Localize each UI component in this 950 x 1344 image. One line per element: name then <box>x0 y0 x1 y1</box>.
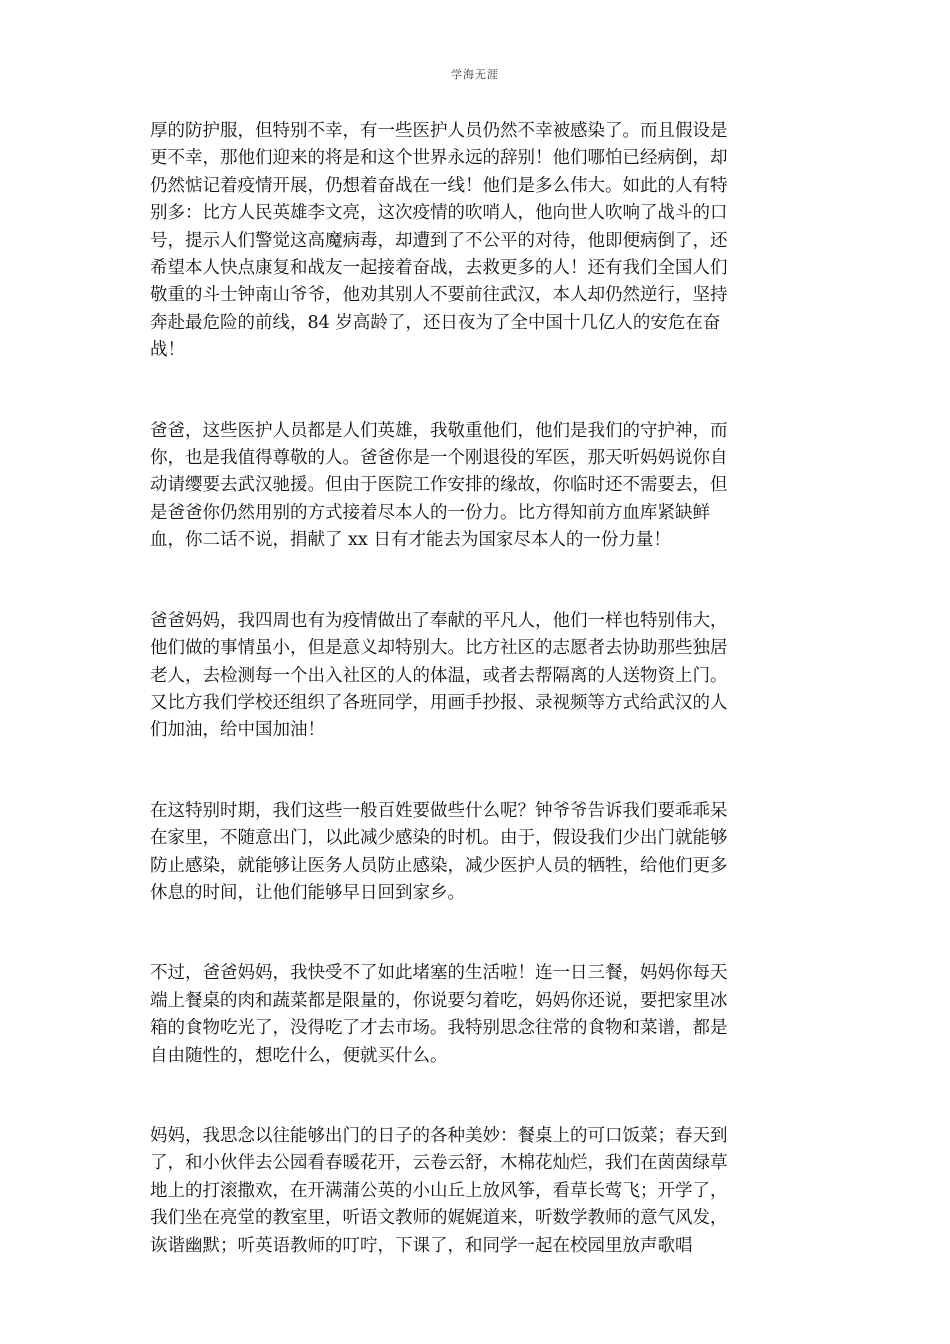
text-line: 在家里，不随意出门，以此减少感染的时机。由于，假设我们少出门就能够 <box>150 828 728 849</box>
text-line: 厚的防护服，但特别不幸，有一些医护人员仍然不幸被感染了。而且假设是 <box>150 121 728 141</box>
text-line: 奔赴最危险的前线，84 岁高龄了，还日夜为了全中国十几亿人的安危在奋 <box>150 312 721 333</box>
page-header: 学海无涯 <box>451 68 499 81</box>
text-line: 在这特别时期，我们这些一般百姓要做些什么呢？钟爷爷告诉我们要乖乖呆 <box>150 800 728 821</box>
text-line: 他们做的事情虽小，但是意义却特别大。比方社区的志愿者去协助那些独居 <box>150 638 728 659</box>
text-line: 我们坐在亮堂的教室里，听语文教师的娓娓道来，听数学教师的意气风发， <box>150 1208 728 1229</box>
text-line: 自由随性的，想吃什么，便就买什么。 <box>150 1045 448 1066</box>
text-line: 动请缨要去武汉驰援。但由于医院工作安排的缘故，你临时还不需要去，但 <box>150 475 728 496</box>
text-line: 是爸爸你仍然用别的方式接着尽本人的一份力。比方得知前方血库紧缺鲜 <box>150 502 710 523</box>
text-line: 仍然惦记着疫情开展，仍想着奋战在一线！他们是多么伟大。如此的人有特 <box>150 175 728 196</box>
text-line: 诙谐幽默；听英语教师的叮咛，下课了，和同学一起在校园里放声歌唱 <box>150 1235 693 1256</box>
text-line: 防止感染，就能够让医务人员防止感染，减少医护人员的牺牲，给他们更多 <box>150 855 728 876</box>
text-line: 爸爸，这些医护人员都是人们英雄，我敬重他们，他们是我们的守护神，而 <box>150 420 728 441</box>
text-line: 希望本人快点康复和战友一起接着奋战，去救更多的人！还有我们全国人们 <box>150 258 728 279</box>
paragraph-1 <box>150 118 790 365</box>
paragraph-6 <box>150 1123 790 1260</box>
paragraph-5 <box>150 960 790 1070</box>
text-line: 别多：比方人民英雄李文亮，这次疫情的吹哨人，他向世人吹响了战斗的口 <box>150 203 728 224</box>
text-line: 又比方我们学校还组织了各班同学，用画手抄报、录视频等方式给武汉的人 <box>150 692 728 713</box>
text-line: 你，也是我值得尊敬的人。爸爸你是一个刚退役的军医，那天听妈妈说你自 <box>150 448 728 469</box>
paragraph-2 <box>150 418 790 555</box>
text-line: 战！ <box>150 340 185 361</box>
text-line: 不过，爸爸妈妈，我快受不了如此堵塞的生活啦！连一日三餐，妈妈你每天 <box>150 963 728 984</box>
text-line: 了，和小伙伴去公园看春暖花开，云卷云舒，木棉花灿烂，我们在茵茵绿草 <box>150 1153 728 1174</box>
text-line: 端上餐桌的肉和蔬菜都是限量的，你说要匀着吃，妈妈你还说，要把家里冰 <box>150 990 728 1011</box>
text-line: 地上的打滚撒欢，在开满蒲公英的小山丘上放风筝，看草长莺飞；开学了， <box>150 1180 728 1201</box>
text-line: 老人，去检测每一个出入社区的人的体温，或者去帮隔离的人送物资上门。 <box>150 665 728 686</box>
text-line: 爸爸妈妈，我四周也有为疫情做出了奉献的平凡人，他们一样也特别伟大， <box>150 610 728 631</box>
paragraph-4 <box>150 798 790 908</box>
document-body <box>150 118 790 1260</box>
text-line: 箱的食物吃光了，没得吃了才去市场。我特别思念往常的食物和菜谱，都是 <box>150 1018 728 1039</box>
paragraph-3 <box>150 608 790 745</box>
text-line: 更不幸，那他们迎来的将是和这个世界永远的辞别！他们哪怕已经病倒，却 <box>150 148 728 169</box>
text-line: 妈妈，我思念以往能够出门的日子的各种美妙：餐桌上的可口饭菜；春天到 <box>150 1125 728 1146</box>
text-line: 血，你二话不说，捐献了 xx 日有才能去为国家尽本人的一份力量！ <box>150 530 671 551</box>
text-line: 敬重的斗士钟南山爷爷，他劝其别人不要前往武汉，本人却仍然逆行，坚持 <box>150 285 728 306</box>
text-line: 号，提示人们警觉这高魔病毒，却遭到了不公平的对待，他即便病倒了，还 <box>150 230 728 251</box>
text-line: 休息的时间，让他们能够早日回到家乡。 <box>150 882 465 903</box>
text-line: 们加油，给中国加油！ <box>150 720 325 741</box>
